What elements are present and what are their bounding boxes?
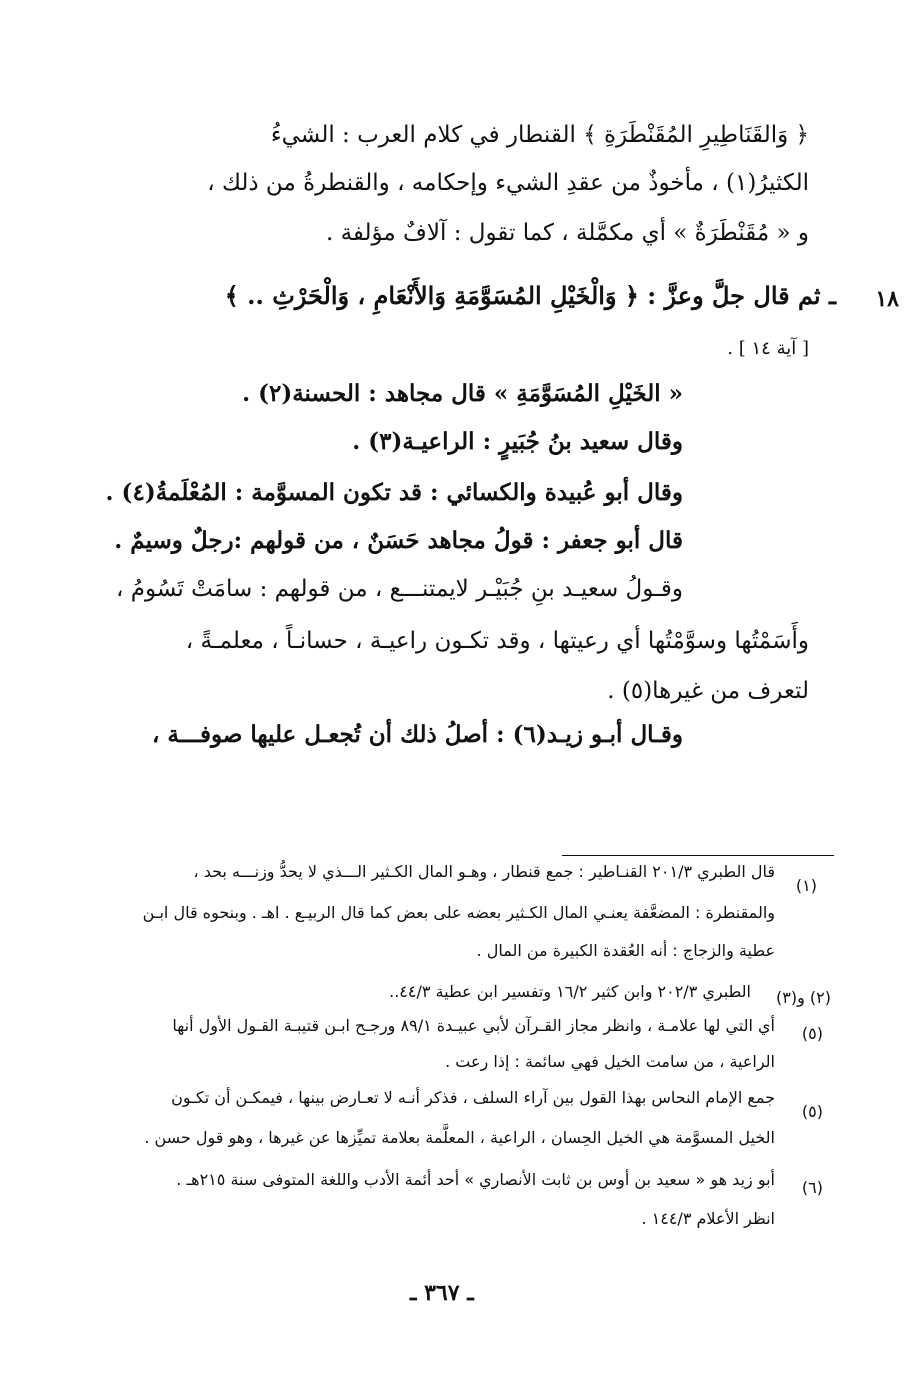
body-line: الكثيرُ(١) ، مأخوذٌ من عقدِ الشيء وإحكامه ، والقنطرةُ من ذلك ، <box>207 170 809 196</box>
body-line: وقـولُ سعيـد بنِ جُبَيْـر لايمتنـــع ، من قولهم : سامَتْ تَسُومُ ، <box>115 576 683 602</box>
footnote-line: أي التي لها علامـة ، وانظر مجاز القـرآن لأبي عبيـدة ٨٩/١ ورجـح ابـن قتيبـة القـول الأول أنها <box>172 1016 775 1035</box>
footnote-line: جمع الإمام النحاس بهذا القول بين آراء السلف ، فذكر أنـه لا تعـارض بينها ، فيمكـن أن تكـون <box>171 1088 775 1107</box>
footnote-number: (٢) و(٣) <box>776 988 831 1007</box>
body-line: وقـال أبـو زيـد(٦) : أصلُ ذلك أن تُجعـل عليها صوفـــة ، <box>152 721 683 748</box>
footnote-line: أبو زيد هو « سعيد بن أوس بن ثابت الأنصاري » أحد أئمة الأدب واللغة المتوفى سنة ٢١٥هـ . <box>176 1170 775 1189</box>
footnote-number: (٦) <box>801 1178 823 1197</box>
footnote-line: الطبري ٢٠٢/٣ وابن كثير ١٦/٢ وتفسير ابن عطية ٤٤/٣.. <box>389 982 751 1001</box>
footnote-number: (١) <box>795 876 817 895</box>
footnote-line: والمقنطرة : المضعَّفة يعنـي المال الكـثير بعضه على بعض كما قال الربيـع . اهـ . وبنحوه قال ابـن <box>142 903 775 922</box>
page-number: ـ ٣٦٧ ـ <box>410 1280 474 1306</box>
body-line: لتعرف من غيرها(٥) . <box>607 678 809 704</box>
footnote-line: انظر الأعلام ١٤٤/٣ . <box>641 1209 775 1228</box>
footnote-line: عطية والزجاج : أنه العُقدة الكبيرة من المال . <box>476 941 775 960</box>
body-line: و « مُقَنْطَرَةٌ » أي مكمَّلة ، كما تقول : آلافٌ مؤلفة . <box>325 220 809 246</box>
footnote-line: الراعية ، من سامت الخيل فهي سائمة : إذا رعت . <box>445 1052 775 1071</box>
body-line: وأَسَمْتُها وسوَّمْتُها أي رعيتها ، وقد تكـون راعيـة ، حسانـاً ، معلمـةً ، <box>185 628 809 654</box>
verse-heading: ـ ثم قال جلَّ وعزَّ : ﴿ وَالْخَيْلِ المُسَوَّمَةِ وَالأَنْعَامِ ، وَالْحَرْثِ .. ﴾ <box>224 281 836 310</box>
footnote-number: (٥) <box>801 1024 823 1043</box>
footnote-line: الخيل المسوَّمة هي الخيل الحِسان ، الراعية ، المعلَّمة بعلامة تميِّزها عن غيرها ، وهو قول حسن . <box>144 1128 775 1147</box>
body-line: وقال سعيد بنُ جُبَيرٍ : الراعيـة(٣) . <box>352 428 683 455</box>
verse-reference: [ آية ١٤ ] . <box>727 338 809 359</box>
verse-number: ١٨ <box>875 286 899 312</box>
body-line: « الخَيْلِ المُسَوَّمَةِ » قال مجاهد : الحسنة(٢) . <box>242 380 683 407</box>
body-line: ﴿ وَالقَنَاطِيرِ المُقَنْطَرَةِ ﴾ القنطار في كلام العرب : الشيءُ <box>270 122 809 148</box>
footnote-rule <box>562 855 834 856</box>
footnote-line: قال الطبري ٢٠١/٣ القنـاطير : جمع قنطار ، وهـو المال الكـثير الـــذي لا يحدُّ وزنـــه بحد ، <box>193 862 775 881</box>
body-line: وقال أبو عُبيدة والكسائي : قد تكون المسوَّمة : المُعْلَمةُ(٤) . <box>105 479 683 506</box>
body-line: قال أبو جعفر : قولُ مجاهد حَسَنٌ ، من قولهم :رجلٌ وسيمٌ . <box>114 527 683 554</box>
footnote-number: (٥) <box>801 1102 823 1121</box>
